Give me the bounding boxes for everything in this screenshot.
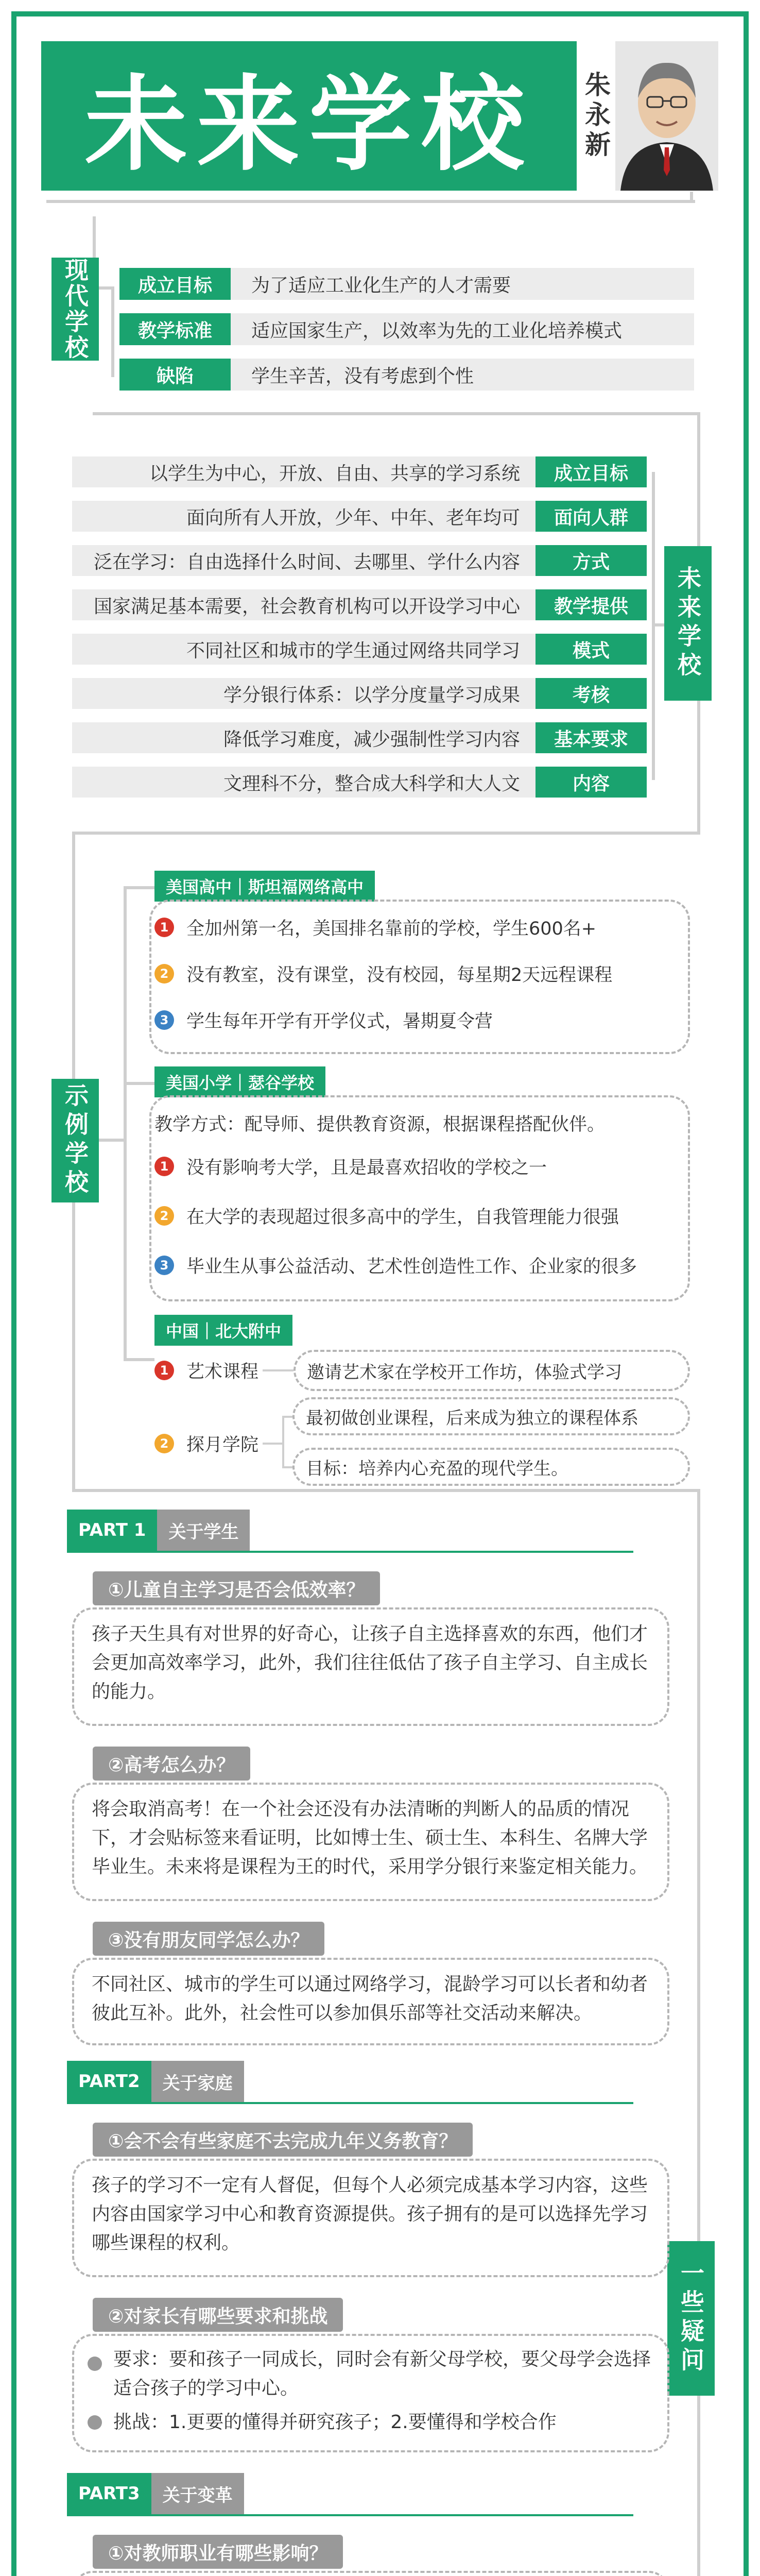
pku-moon-college: 2 探月学院 [154,1428,258,1459]
part-rule [67,2514,633,2516]
future-row-value: 以学生为中心，开放、自由、共享的学习系统 [72,456,536,487]
connector [282,1416,292,1418]
question-header: ①对教师职业有哪些影响？ [93,2535,343,2569]
list-item: 2 在大学的表现超过很多高中的学生，自我管理能力很强 [154,1200,680,1231]
future-row-value: 泛在学习：自由选择什么时间、去哪里、学什么内容 [72,545,536,576]
author-photo [615,41,718,191]
connector [282,1466,292,1468]
future-row-key: 基本要求 [536,722,647,753]
bracket [652,623,664,626]
section-label-examples [51,1079,99,1202]
connector [697,701,700,835]
number-badge-icon: 1 [154,918,174,937]
list-item: 1 全加州第一名，美国排名靠前的学校，学生600名+ [154,912,680,943]
part-label: PART 1 [67,1510,157,1551]
answer-box [72,2571,669,2576]
question-header: ①会不会有些家庭不去完成九年义务教育？ [93,2123,473,2157]
connector [93,412,700,415]
future-row-value: 面向所有人开放，少年、中年、老年均可 [72,501,536,532]
section-label-faq-text: 一些疑问 [677,2261,705,2376]
bracket [111,286,114,377]
pku-moon-desc-1: 最初做创业课程，后来成为独立的课程体系 [292,1397,690,1435]
example-intro: 教学方式：配导师、提供教育资源，根据课程搭配伙伴。 [154,1114,606,1135]
pku-moon-desc-2: 目标：培养内心充盈的现代学生。 [292,1448,690,1486]
modern-row-value: 学生辛苦，没有考虑到个性 [231,359,694,391]
number-badge-icon: 2 [154,964,174,984]
question-header: ①儿童自主学习是否会低效率？ [93,1571,380,1605]
answer-bullet: 要求：要和孩子一同成长，同时会有新父母学校，要父母学会选择适合孩子的学习中心。 [113,2349,651,2399]
bracket [124,1358,154,1361]
bracket [124,886,154,889]
modern-row-key: 缺陷 [119,359,231,391]
header-divider [46,200,695,203]
connector [72,832,75,1079]
answer-box: 将会取消高考！在一个社会还没有办法清晰的判断人的品质的情况下，才会贴标签来看证明，比如博士生、硕士生、本科生、名牌大学毕业生。未来将是课程为王的时代，采用学分银行来鉴定相关能力。 [72,1783,669,1901]
future-row-key: 面向人群 [536,501,647,532]
number-badge-icon: 3 [154,1010,174,1030]
header-divider-tail [690,192,693,203]
answer-bullet: 挑战：1.更要的懂得并研究孩子；2.要懂得和学校合作 [113,2412,557,2433]
pku-art-desc: 邀请艺术家在学校开工作坊，体验式学习 [293,1350,690,1391]
bullet-icon [88,2415,102,2430]
part-rule [67,1551,633,1553]
connector [697,412,700,546]
number-badge-icon: 1 [154,1361,174,1380]
part-label: PART3 [67,2473,151,2514]
list-item: 3 学生每年开学有开学仪式，暑期夏令营 [154,1005,680,1036]
answer-box: 孩子的学习不一定有人督促，但每个人必须完成基本学习内容，这些内容由国家学习中心和教育资源提供。孩子拥有的是可以选择先学习哪些课程的权利。 [72,2159,669,2277]
page-title: 未来学校 [41,41,577,191]
future-row-value: 文理科不分，整合成大科学和大人文 [72,767,536,798]
section-label-modern-text: 现代学校 [61,258,89,361]
part-title: 关于家庭 [151,2061,244,2102]
question-header: ②高考怎么办？ [93,1747,250,1781]
number-badge-icon: 3 [154,1256,174,1275]
bracket [124,1082,154,1085]
answer-box: 孩子天生具有对世界的好奇心，让孩子自主选择喜欢的东西，他们才会更加高效率学习，此外，我们往往低估了孩子自主学习、自主成长的能力。 [72,1607,669,1726]
example-tag-stanford: 美国高中｜斯坦福网络高中 [154,871,375,902]
number-badge-icon: 1 [154,1157,174,1176]
list-item: 2 没有教室，没有课堂，没有校园，每星期2天远程课程 [154,958,680,989]
part-header [67,2473,244,2514]
future-row-key: 方式 [536,545,647,576]
author-name: 朱永新 [581,71,611,161]
part-rule [67,2102,633,2104]
section-label-modern [51,258,99,361]
part-label: PART2 [67,2061,151,2102]
section-label-future [664,546,712,701]
bracket [124,886,127,1360]
section-label-examples-text: 示例学校 [61,1083,89,1198]
pku-art-course: 1 艺术课程 [154,1355,258,1386]
modern-row-key: 教学标准 [119,313,231,345]
part-title: 关于变革 [151,2473,244,2514]
connector [263,1443,283,1445]
modern-row-value: 为了适应工业化生产的人才需要 [231,268,694,300]
connector [263,1369,293,1371]
connector [697,1489,700,2241]
list-item: 3 毕业生从事公益活动、艺术性创造性工作、企业家的很多 [154,1250,680,1281]
bullet-icon [88,2357,102,2371]
question-header: ②对家长有哪些要求和挑战 [93,2298,343,2332]
future-row-value: 国家满足基本需要，社会教育机构可以开设学习中心 [72,589,536,620]
section-label-future-text: 未来学校 [674,566,702,681]
future-row-key: 考核 [536,678,647,709]
future-row-key: 成立目标 [536,456,647,487]
number-badge-icon: 2 [154,1434,174,1453]
connector [72,832,700,835]
example-tag-sudbury: 美国小学｜瑟谷学校 [154,1066,325,1097]
bracket [99,1139,124,1142]
list-item: 1 没有影响考大学，且是最喜欢招收的学校之一 [154,1151,680,1182]
connector [72,1489,700,1492]
question-header: ③没有朋友同学怎么办？ [93,1922,324,1956]
part-title: 关于学生 [157,1510,250,1551]
section-label-faq [667,2241,715,2396]
example-tag-pku: 中国｜北大附中 [154,1315,292,1346]
answer-box: 不同社区、城市的学生可以通过网络学习，混龄学习可以长者和幼者彼此互补。此外，社会性可以参加俱乐部等社交活动来解决。 [72,1958,669,2045]
future-row-key: 内容 [536,767,647,798]
future-row-key: 教学提供 [536,589,647,620]
number-badge-icon: 2 [154,1206,174,1226]
future-row-key: 模式 [536,634,647,665]
connector [697,2396,700,2576]
future-row-value: 降低学习难度，减少强制性学习内容 [72,722,536,753]
connector [72,1202,75,1491]
connector [282,1416,284,1467]
future-row-value: 不同社区和城市的学生通过网络共同学习 [72,634,536,665]
future-row-value: 学分银行体系：以学分度量学习成果 [72,678,536,709]
part-header [67,2061,244,2102]
modern-row-value: 适应国家生产，以效率为先的工业化培养模式 [231,313,694,345]
modern-row-key: 成立目标 [119,268,231,300]
part-header [67,1510,250,1551]
